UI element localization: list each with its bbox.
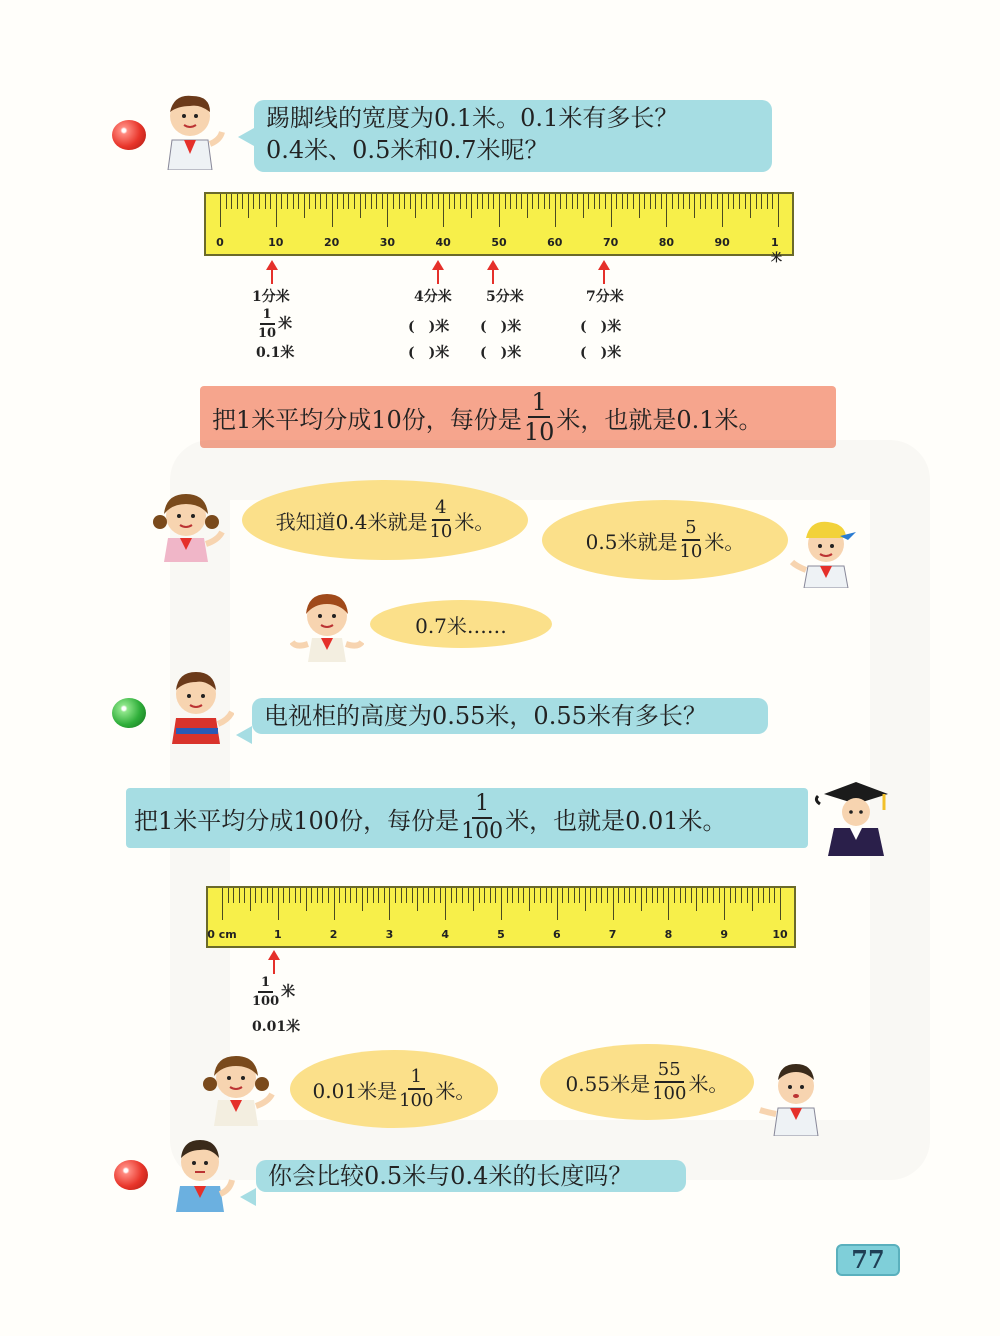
ruler-tick [456, 888, 457, 903]
ruler-tick [560, 194, 561, 209]
girl-pigtails-character-icon [198, 1050, 276, 1126]
ruler-tick [360, 194, 361, 218]
ruler-tick [532, 194, 533, 209]
ruler-number: 0 [216, 236, 224, 249]
ruler-tick [722, 194, 723, 227]
ruler-tick [300, 888, 301, 903]
ruler-tick [399, 194, 400, 209]
ruler-tick [730, 888, 731, 903]
blank-7-fraction: ( )米 [580, 319, 622, 335]
ruler-tick [281, 194, 282, 209]
ruler-tick [438, 194, 439, 209]
ruler-tick [343, 194, 344, 209]
definition-tenth-fraction: $\frac{1}{10}$ [523, 388, 555, 446]
ruler-tick [521, 194, 522, 209]
ruler-number: 6 [552, 928, 561, 941]
ruler-tick [534, 888, 535, 903]
ruler-tick [758, 888, 759, 903]
ruler-tick [510, 194, 511, 209]
ruler-tick [250, 888, 251, 911]
ruler-tick [668, 888, 669, 920]
ruler-tick [778, 194, 779, 227]
ruler-tick [289, 888, 290, 903]
ruler-tick [493, 194, 494, 209]
ruler-tick [616, 194, 617, 209]
ruler-number: 4 [441, 928, 450, 941]
ruler-tick [772, 194, 773, 209]
ruler-tick [674, 888, 675, 903]
definition-tenth-pre: 把1米平均分成10份，每份是 [212, 405, 522, 434]
ruler-tick [454, 194, 455, 209]
ruler-tick [267, 888, 268, 903]
boy-pointing-character-icon [758, 1060, 830, 1136]
definition-tenth-box [200, 386, 836, 448]
ruler-number: 8 [664, 928, 673, 941]
ruler-tick [443, 194, 444, 227]
ruler-tick [745, 194, 746, 209]
ruler-tick [239, 888, 240, 903]
ruler-tick [306, 888, 307, 911]
ruler-tick [253, 194, 254, 209]
ruler-tick [468, 888, 469, 903]
ruler-tick [516, 194, 517, 209]
ruler-tick [261, 888, 262, 903]
ruler-tick [244, 888, 245, 903]
page-number: 77 [836, 1244, 900, 1276]
ruler-tick [365, 194, 366, 209]
ruler-tick [685, 888, 686, 903]
ruler-tick [588, 194, 589, 209]
question-2-bubble [252, 698, 768, 734]
ruler-tick [295, 888, 296, 903]
ruler-number: 9 [720, 928, 729, 941]
ruler-number: 10 [772, 928, 788, 941]
ruler-tick [354, 194, 355, 209]
ruler-tick [583, 194, 584, 218]
ruler-tick [655, 194, 656, 209]
ruler-tick [585, 888, 586, 911]
ruler-tick [350, 888, 351, 903]
ruler-tick [231, 194, 232, 209]
ruler-tick [555, 194, 556, 227]
boy-thinking-character-icon [168, 1136, 236, 1212]
meter-ruler [204, 192, 794, 264]
ruler-tick [607, 888, 608, 903]
ruler-tick [326, 194, 327, 209]
ruler-number: 60 [547, 236, 563, 249]
ruler-tick [728, 194, 729, 209]
ruler-tick [624, 888, 625, 903]
ruler-tick [434, 888, 435, 903]
ruler-tick [657, 888, 658, 903]
question-2-text: 电视柜的高度为0.55米，0.55米有多长？ [264, 702, 707, 730]
ruler-tick [605, 194, 606, 209]
blank-5-fraction: ( )米 [480, 319, 522, 335]
ruler-tick [633, 194, 634, 209]
ruler-tick [339, 888, 340, 903]
red-ball-icon-2 [114, 1160, 148, 1190]
talk-bubble-0-55: 0.55米是 $\frac{55}{100}$ 米。 [540, 1044, 754, 1120]
ruler-tick [579, 888, 580, 903]
ruler-number: 1米 [771, 236, 782, 264]
question-3-bubble [256, 1160, 686, 1192]
ruler-tick [641, 888, 642, 911]
ruler-tick [356, 888, 357, 903]
ruler-number: 0 cm [207, 928, 237, 941]
ruler-tick [507, 888, 508, 903]
label-7-decimeter: 7分米 [586, 289, 624, 305]
ruler-tick [601, 888, 602, 903]
ruler-tick [717, 194, 718, 209]
question-3-text: 你会比较0.5米与0.4米的长度吗？ [268, 1162, 633, 1190]
blank-4-fraction: ( )米 [408, 319, 450, 335]
label-1-decimeter: 1分米 [252, 289, 290, 305]
label-1-hundredth: $\frac{1}{100}$ 米 [252, 975, 296, 1009]
ruler-tick [572, 194, 573, 209]
ruler-tick [373, 888, 374, 903]
ruler-tick [293, 194, 294, 209]
ruler-number: 3 [385, 928, 394, 941]
ruler-tick [315, 194, 316, 209]
ruler-tick [741, 888, 742, 903]
ruler-tick [672, 194, 673, 209]
ruler-tick [711, 194, 712, 209]
ruler-tick [248, 194, 249, 218]
ruler-tick [635, 888, 636, 903]
ruler-number: 50 [491, 236, 507, 249]
ruler-tick [713, 888, 714, 903]
ruler-tick [613, 888, 614, 920]
ruler-tick [562, 888, 563, 903]
ruler-tick [557, 888, 558, 920]
ruler-tick [622, 194, 623, 209]
ruler-tick [226, 194, 227, 209]
ruler-tick [423, 888, 424, 903]
ruler-tick [527, 194, 528, 218]
ruler-tick [332, 194, 333, 227]
ruler-tick [544, 194, 545, 209]
ruler-tick [421, 194, 422, 209]
boy-sweater-character-icon [162, 668, 234, 744]
green-ball-icon [112, 698, 146, 728]
ruler-tick [451, 888, 452, 903]
ruler-tick [471, 194, 472, 218]
ruler-tick [228, 888, 229, 903]
doctor-character-icon [814, 774, 894, 856]
ruler-tick [577, 194, 578, 209]
ruler-tick [700, 194, 701, 209]
ruler-tick [393, 194, 394, 209]
ruler-tick [367, 888, 368, 903]
ruler-tick [479, 888, 480, 903]
ruler-tick [320, 194, 321, 209]
ruler-tick [707, 888, 708, 903]
ruler-tick [551, 888, 552, 903]
ruler-tick [412, 888, 413, 903]
ruler-tick [724, 888, 725, 920]
ruler-tick [410, 194, 411, 209]
ruler-tick [317, 888, 318, 903]
talk-bubble-0-5: 0.5米就是 $\frac{5}{10}$ 米。 [542, 500, 788, 580]
boy-cap-character-icon [790, 514, 862, 588]
ruler-tick [384, 888, 385, 903]
definition-tenth-post: 米，也就是0.1米。 [556, 405, 763, 434]
ruler-tick [272, 888, 273, 903]
ruler-tick [440, 888, 441, 903]
ruler-tick [705, 194, 706, 209]
ruler-tick [650, 194, 651, 209]
ruler-tick [719, 888, 720, 903]
ruler-tick [404, 194, 405, 209]
ruler-tick [646, 888, 647, 903]
ruler-tick [752, 888, 753, 911]
ruler-tick [501, 888, 502, 920]
ruler-tick [739, 194, 740, 209]
definition-hundredth-box [126, 788, 808, 848]
definition-hundredth-pre: 把1米平均分成100份，每份是 [134, 806, 460, 835]
ruler-tick [761, 194, 762, 209]
ruler-tick [627, 194, 628, 209]
ruler-tick [473, 888, 474, 911]
ruler-tick [599, 194, 600, 209]
ruler-tick [484, 888, 485, 903]
ruler-number: 10 [268, 236, 284, 249]
ruler-tick [428, 888, 429, 903]
ruler-tick [265, 194, 266, 209]
ruler-tick [546, 888, 547, 903]
ruler-tick [512, 888, 513, 903]
ruler-tick [311, 888, 312, 903]
ruler-tick [255, 888, 256, 903]
ruler-tick [283, 888, 284, 903]
ruler-tick [495, 888, 496, 903]
ruler-tick [733, 194, 734, 209]
ruler-tick [763, 888, 764, 903]
ruler-tick [432, 194, 433, 209]
blank-4-decimal: ( )米 [408, 345, 450, 361]
ruler-tick [574, 888, 575, 903]
ruler-tick [639, 194, 640, 218]
ruler-tick [696, 888, 697, 911]
ruler-tick [378, 888, 379, 903]
ruler-tick [488, 194, 489, 209]
ruler-tick [387, 194, 388, 227]
ruler-tick [694, 194, 695, 218]
ruler-tick [538, 194, 539, 209]
label-0-01-meter: 0.01米 [252, 1019, 301, 1035]
ruler-tick [680, 888, 681, 903]
ruler-tick [304, 194, 305, 218]
ruler-tick [287, 194, 288, 209]
ruler-tick [389, 888, 390, 920]
ruler-number: 7 [608, 928, 617, 941]
talk-bubble-0-7: 0.7米…… [370, 600, 552, 648]
ruler-tick [750, 194, 751, 218]
ruler-tick [337, 194, 338, 209]
ruler-tick [259, 194, 260, 209]
ruler-tick [395, 888, 396, 903]
talk-bubble-0-01: 0.01米是 $\frac{1}{100}$ 米。 [290, 1050, 498, 1128]
ruler-number: 40 [435, 236, 451, 249]
ruler-tick [376, 194, 377, 209]
centimeter-ruler [206, 886, 796, 948]
ruler-tick [678, 194, 679, 209]
ruler-tick [278, 888, 279, 920]
ruler-tick [371, 194, 372, 209]
ruler-tick [780, 888, 781, 920]
ruler-tick [298, 194, 299, 209]
ruler-tick [499, 194, 500, 227]
definition-hundredth-fraction: $\frac{1}{100}$ [461, 791, 504, 844]
ruler-tick [644, 194, 645, 209]
question-1-bubble [254, 100, 772, 172]
ruler-tick [334, 888, 335, 920]
ruler-tick [594, 194, 595, 209]
label-0-1-meter: 0.1米 [256, 345, 295, 361]
definition-hundredth-post: 米，也就是0.01米。 [505, 806, 727, 835]
ruler-tick [490, 888, 491, 903]
label-1-tenth: $\frac{1}{10}$ 米 [258, 307, 293, 341]
ruler-tick [460, 194, 461, 209]
label-5-decimeter: 5分米 [486, 289, 524, 305]
ruler-tick [505, 194, 506, 209]
ruler-tick [618, 888, 619, 903]
ruler-number: 5 [497, 928, 505, 941]
ruler-tick [666, 194, 667, 227]
ruler-tick [596, 888, 597, 903]
ruler-tick [322, 888, 323, 903]
ruler-tick [242, 194, 243, 209]
ruler-tick [540, 888, 541, 903]
ruler-tick [445, 888, 446, 920]
ruler-tick [449, 194, 450, 209]
ruler-tick [590, 888, 591, 903]
red-ball-icon [112, 120, 146, 150]
ruler-tick [702, 888, 703, 903]
ruler-tick [382, 194, 383, 209]
ruler-tick [309, 194, 310, 209]
ruler-number: 2 [329, 928, 338, 941]
ruler-tick [735, 888, 736, 903]
question-1-line1: 踢脚线的宽度为0.1米。0.1米有多长？ [266, 104, 679, 132]
ruler-number: 30 [379, 236, 396, 249]
ruler-number: 70 [602, 236, 619, 249]
girl-red-hair-character-icon [290, 590, 364, 662]
ruler-tick [270, 194, 271, 209]
ruler-tick [462, 888, 463, 903]
ruler-tick [345, 888, 346, 903]
ruler-number: 1 [273, 928, 282, 941]
ruler-tick [362, 888, 363, 911]
ruler-tick [529, 888, 530, 911]
ruler-tick [568, 888, 569, 903]
ruler-tick [691, 888, 692, 903]
talk-bubble-0-4: 我知道0.4米就是 $\frac{4}{10}$ 米。 [242, 480, 528, 560]
ruler-tick [518, 888, 519, 903]
ruler-tick [406, 888, 407, 903]
ruler-tick [661, 194, 662, 209]
ruler-number: 20 [323, 236, 340, 249]
blank-7-decimal: ( )米 [580, 345, 622, 361]
ruler-tick [417, 888, 418, 911]
ruler-tick [767, 194, 768, 209]
ruler-number: 80 [658, 236, 675, 249]
ruler-tick [689, 194, 690, 209]
ruler-number: 90 [714, 236, 730, 249]
ruler-tick [756, 194, 757, 209]
ruler-tick [549, 194, 550, 209]
ruler-tick [482, 194, 483, 209]
label-4-decimeter: 4分米 [414, 289, 452, 305]
boy-character-icon [160, 92, 226, 170]
ruler-tick [348, 194, 349, 209]
ruler-tick [222, 888, 223, 920]
ruler-tick [328, 888, 329, 903]
ruler-tick [276, 194, 277, 227]
ruler-tick [237, 194, 238, 209]
blank-5-decimal: ( )米 [480, 345, 522, 361]
ruler-tick [769, 888, 770, 903]
ruler-tick [415, 194, 416, 218]
ruler-tick [426, 194, 427, 209]
ruler-tick [747, 888, 748, 903]
ruler-tick [401, 888, 402, 903]
ruler-tick [233, 888, 234, 903]
girl-character-icon [150, 488, 226, 562]
ruler-tick [683, 194, 684, 209]
ruler-tick [663, 888, 664, 903]
ruler-tick [611, 194, 612, 227]
ruler-tick [477, 194, 478, 209]
ruler-tick [652, 888, 653, 903]
ruler-tick [523, 888, 524, 903]
ruler-tick [566, 194, 567, 209]
ruler-tick [466, 194, 467, 209]
ruler-tick [220, 194, 221, 227]
ruler-tick [774, 888, 775, 903]
ruler-tick [629, 888, 630, 903]
question-1-line2: 0.4米、0.5米和0.7米呢？ [266, 136, 549, 164]
